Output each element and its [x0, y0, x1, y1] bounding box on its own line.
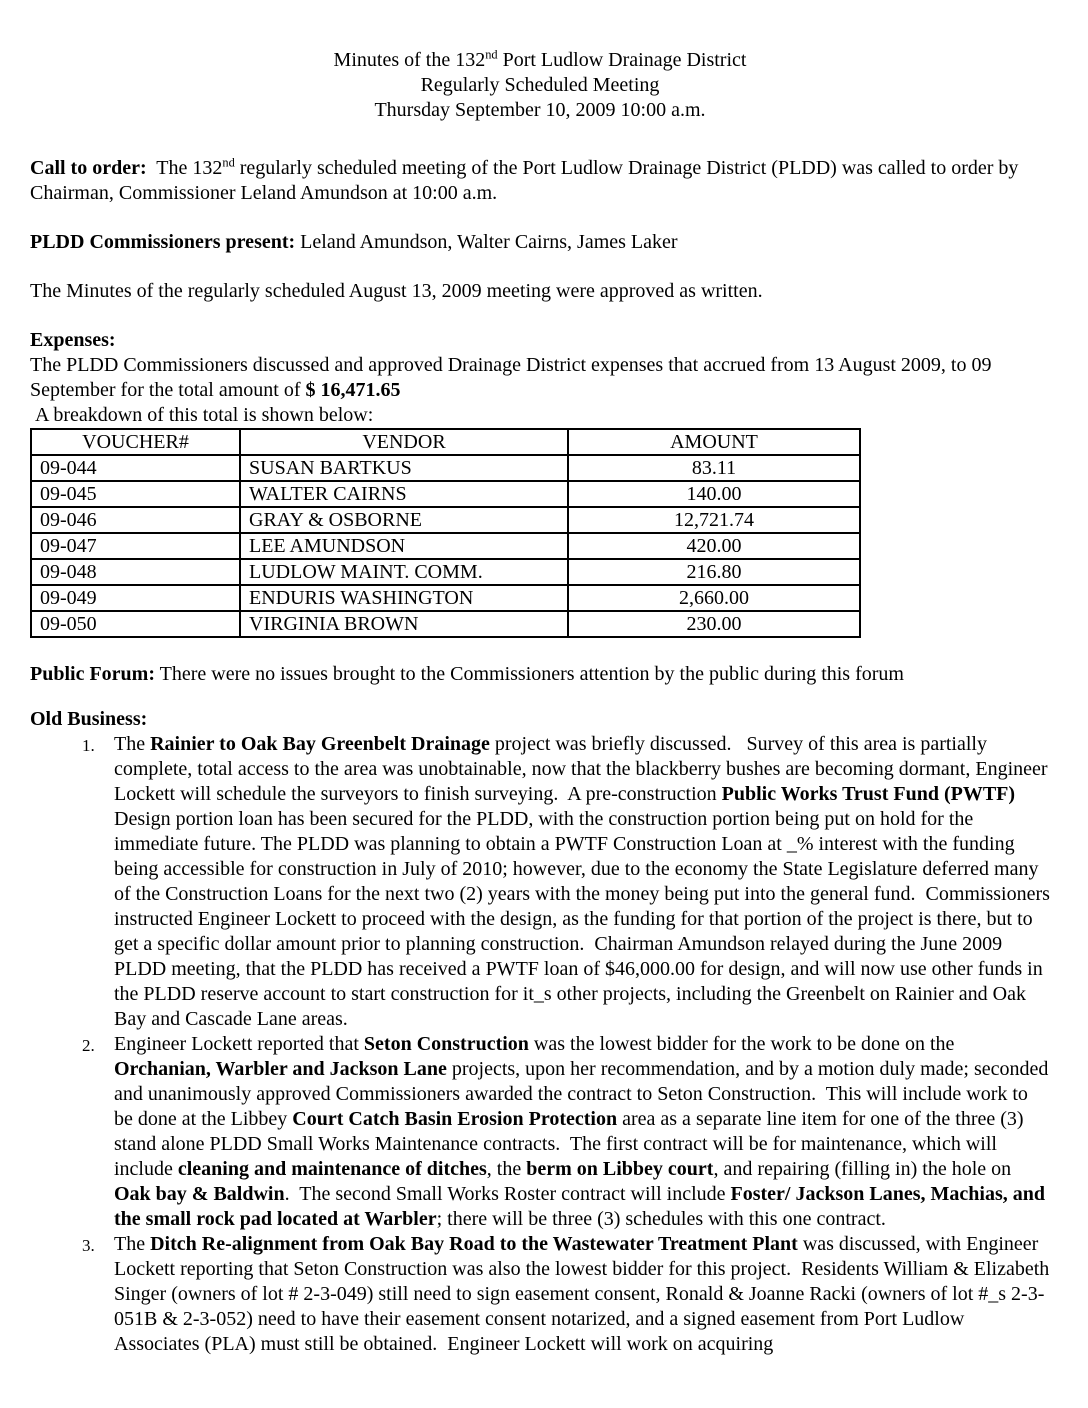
table-row [31, 455, 860, 481]
list-item-text: Engineer Lockett reported that Seton Construction was the lowest bidder for the work to be done on the Orchanian, Warbler and Jackson Lane projects, upon her recommendation, and by a motion duly made; seconded and unanimously approved Commissioners awarded the contract to Seton Construction. This will include work to be done at the Libbey Court Catch Basin Erosion Protection area as a separate line item for one of the three (3) stand alone PLDD Small Works Maintenance contracts. The first contract will be for maintenance, which will include cleaning and maintenance of ditches, the berm on Libbey court, and repairing (filling in) the hole on Oak bay & Baldwin. The second Small Works Roster contract will include Foster/ Jackson Lanes, Machias, and the small rock pad located at Warbler; there will be three (3) schedules with this one contract. [114, 1033, 1054, 1230]
list-item [82, 1232, 1055, 1357]
document-title [30, 48, 1050, 123]
table-row [31, 507, 860, 533]
commissioners-present-paragraph: PLDD Commissioners present: Leland Amundson, Walter Cairns, James Laker [30, 231, 678, 253]
call-to-order-paragraph: Call to order: The 132nd regularly scheduled meeting of the Port Ludlow Drainage District (PLDD) was called to order by Chairman, Commissioner Leland Amundson at 10:00 a.m. [30, 155, 1024, 204]
amount-cell: 12,721.74 [568, 507, 860, 533]
amount-cell: 2,660.00 [568, 585, 860, 611]
vendor-cell: VIRGINIA BROWN [240, 611, 568, 637]
expenses-breakdown-line: A breakdown of this total is shown below: [30, 404, 374, 426]
table-row [31, 585, 860, 611]
list-item [82, 732, 1055, 1032]
minutes-approved-paragraph: The Minutes of the regularly scheduled August 13, 2009 meeting were approved as written. [30, 280, 763, 302]
expenses-heading: Expenses: [30, 329, 116, 351]
table-header-vendor: VENDOR [240, 429, 568, 455]
expenses-table-body [31, 455, 860, 637]
table-row [31, 611, 860, 637]
voucher-cell: 09-047 [31, 533, 240, 559]
list-item-number: 2. [82, 1036, 95, 1055]
voucher-cell: 09-050 [31, 611, 240, 637]
expenses-table-header [31, 429, 860, 455]
vendor-cell: LEE AMUNDSON [240, 533, 568, 559]
table-header-amount: AMOUNT [568, 429, 860, 455]
amount-cell: 230.00 [568, 611, 860, 637]
amount-cell: 420.00 [568, 533, 860, 559]
title-line-1: Minutes of the 132nd Port Ludlow Drainage District [333, 47, 747, 71]
title-line-2: Regularly Scheduled Meeting [420, 74, 660, 96]
title-line-3: Thursday September 10, 2009 10:00 a.m. [374, 99, 706, 121]
expenses-table [30, 428, 861, 638]
public-forum-paragraph: Public Forum: There were no issues brought to the Commissioners attention by the public during this forum [30, 663, 904, 685]
old-business-heading: Old Business: [30, 708, 148, 730]
voucher-cell: 09-046 [31, 507, 240, 533]
amount-cell: 83.11 [568, 455, 860, 481]
table-header-voucher: VOUCHER# [31, 429, 240, 455]
vendor-cell: SUSAN BARTKUS [240, 455, 568, 481]
vendor-cell: WALTER CAIRNS [240, 481, 568, 507]
vendor-cell: ENDURIS WASHINGTON [240, 585, 568, 611]
list-item [82, 1032, 1054, 1232]
expenses-paragraph: The PLDD Commissioners discussed and approved Drainage District expenses that accrued from 13 August 2009, to 09 September for the total amount of $ 16,471.65 [30, 354, 997, 401]
list-item-number: 1. [82, 736, 95, 755]
amount-cell: 140.00 [568, 481, 860, 507]
voucher-cell: 09-044 [31, 455, 240, 481]
list-item-text: The Ditch Re-alignment from Oak Bay Road to the Wastewater Treatment Plant was discussed, with Engineer Lockett reporting that Seton Construction was also the lowest bidder for this project. Residents William & Elizabeth Singer (owners of lot # 2-3-049) still need to sign easement consent, Ronald & Joanne Racki (owners of lot #_s 2-3-051B & 2-3-052) need to have their easement consent notarized, and a signed easement from Port Ludlow Associates (PLA) must still be obtained. Engineer Lockett will work on acquiring [114, 1233, 1055, 1355]
voucher-cell: 09-048 [31, 559, 240, 585]
amount-cell: 216.80 [568, 559, 860, 585]
voucher-cell: 09-049 [31, 585, 240, 611]
voucher-cell: 09-045 [31, 481, 240, 507]
table-row [31, 481, 860, 507]
old-business-list [82, 732, 1055, 1357]
table-header-row [31, 429, 860, 455]
list-item-text: The Rainier to Oak Bay Greenbelt Drainage project was briefly discussed. Survey of this area is partially complete, total access to the area was unobtainable, now that the blackberry bushes are becoming dormant, Engineer Lockett will schedule the surveyors to finish surveying. A pre-construction Public Works Trust Fund (PWTF) Design portion loan has been secured for the PLDD, with the construction portion being put on hold for the immediate future. The PLDD was planning to obtain a PWTF Construction Loan at _% interest with the funding being accessible for construction in July of 2010; however, due to the economy the State Legislature deferred many of the Construction Loans for the next two (2) years with the money being put into the general fund. Commissioners instructed Engineer Lockett to proceed with the design, as the funding for that portion of the project is there, but to get a specific dollar amount prior to planning construction. Chairman Amundson relayed during the June 2009 PLDD meeting, that the PLDD has received a PWTF loan of $46,000.00 for design, and will now use other funds in the PLDD reserve account to start construction for it_s other projects, including the Greenbelt on Rainier and Oak Bay and Cascade Lane areas. [114, 733, 1055, 1030]
table-row [31, 533, 860, 559]
vendor-cell: GRAY & OSBORNE [240, 507, 568, 533]
list-item-number: 3. [82, 1236, 95, 1255]
table-row [31, 559, 860, 585]
vendor-cell: LUDLOW MAINT. COMM. [240, 559, 568, 585]
